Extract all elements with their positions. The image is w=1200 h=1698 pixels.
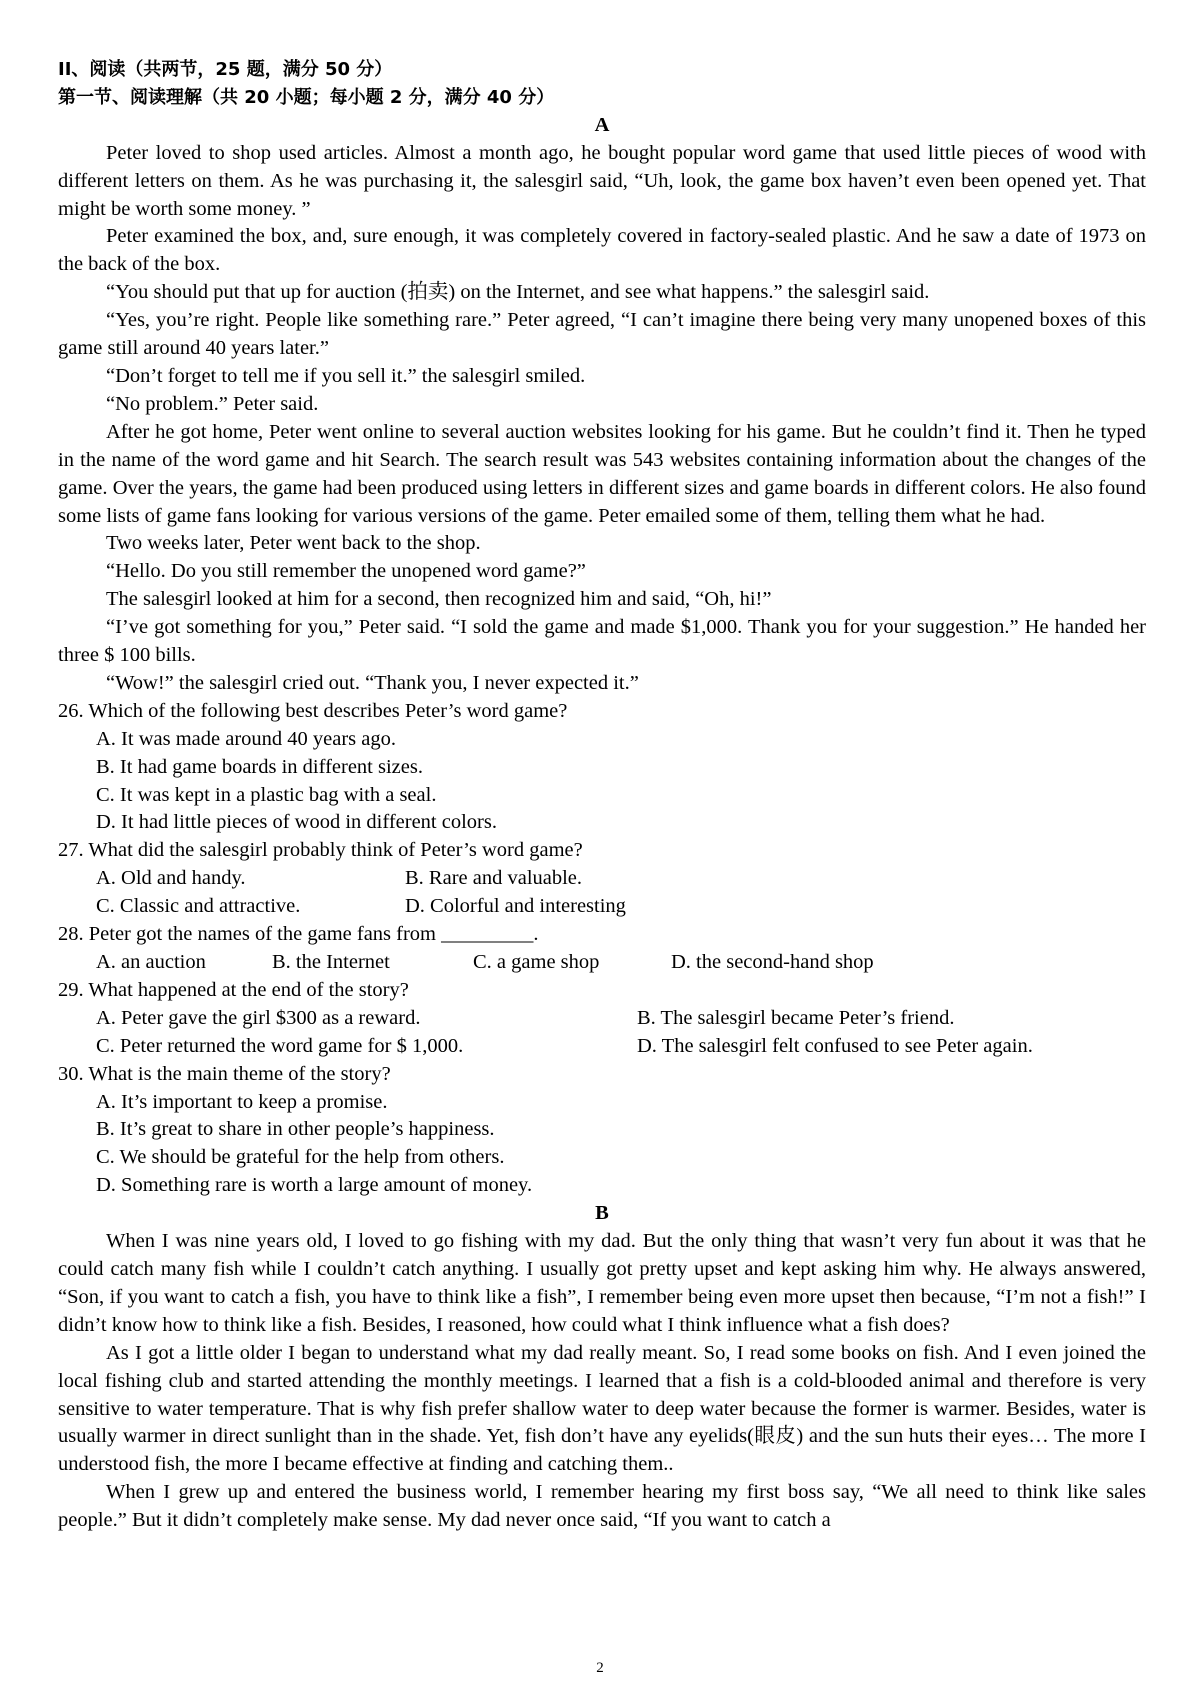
question-29-options-row xyxy=(58,1033,1146,1061)
passage-a-paragraph: Two weeks later, Peter went back to the shop. xyxy=(106,532,481,555)
question-29-option-b: B. The salesgirl became Peter’s friend. xyxy=(637,1006,955,1029)
question-26-option-b: B. It had game boards in different sizes. xyxy=(96,755,423,778)
question-26-option-d: D. It had little pieces of wood in different colors. xyxy=(96,811,497,834)
subsection-heading: 第一节、阅读理解（共 20 小题；每小题 2 分，满分 40 分） xyxy=(58,86,555,108)
question-29-option-d: D. The salesgirl felt confused to see Peter again. xyxy=(637,1034,1033,1057)
question-30-stem: 30. What is the main theme of the story? xyxy=(58,1062,391,1085)
question-28-stem: 28. Peter got the names of the game fans from _________. xyxy=(58,923,539,946)
passage-a-paragraph: After he got home, Peter went online to several auction websites looking for his game. But he couldn’t find it. Then he typed in the name of the word game and hit Search. The search result was 543 websites containing information about the changes of the game. Over the years, the game had been produced using letters in different sizes and game boards in different colors. He also found some lists of game fans looking for various versions of the game. Peter emailed some of them, telling them what he had. xyxy=(58,420,1146,527)
question-28-option-b: B. the Internet xyxy=(272,951,390,973)
passage-a-paragraph: Peter examined the box, and, sure enough, it was completely covered in factory-sealed plastic. And he saw a date of 1973 on the back of the box. xyxy=(58,225,1146,276)
question-28-option-a: A. an auction xyxy=(96,951,206,973)
question-26-option-c: C. It was kept in a plastic bag with a seal. xyxy=(96,783,437,806)
question-27-options-row xyxy=(58,865,1146,893)
question-30-option-a: A. It’s important to keep a promise. xyxy=(96,1090,388,1113)
question-27-options-row xyxy=(58,893,1146,921)
question-26-stem: 26. Which of the following best describes Peter’s word game? xyxy=(58,699,568,722)
page-number: 2 xyxy=(596,1660,604,1676)
section-heading: II、阅读（共两节，25 题，满分 50 分） xyxy=(58,59,393,80)
passage-a-paragraph: “Yes, you’re right. People like something rare.” Peter agreed, “I can’t imagine there being very many unopened boxes of this game still around 40 years later.” xyxy=(58,309,1146,360)
question-27-option-d: D. Colorful and interesting xyxy=(405,895,626,918)
passage-b-label: B xyxy=(595,1202,609,1225)
passage-a-paragraph: “No problem.” Peter said. xyxy=(106,392,319,415)
question-28-options-row xyxy=(58,949,1146,977)
question-27-option-b: B. Rare and valuable. xyxy=(405,867,583,890)
question-30-option-b: B. It’s great to share in other people’s happiness. xyxy=(96,1118,495,1141)
question-30-option-c: C. We should be grateful for the help from others. xyxy=(96,1146,505,1169)
question-29-option-c: C. Peter returned the word game for $ 1,000. xyxy=(96,1034,464,1057)
question-27-option-c: C. Classic and attractive. xyxy=(96,895,301,918)
question-29-options-row xyxy=(58,1005,1146,1033)
passage-a-paragraph: Peter loved to shop used articles. Almost a month ago, he bought popular word game that used little pieces of wood with different letters on them. As he was purchasing it, the salesgirl said, “Uh, look, the game box haven’t even been opened yet. That might be worth some money. ” xyxy=(58,141,1146,220)
passage-a-paragraph: “Don’t forget to tell me if you sell it.” the salesgirl smiled. xyxy=(106,364,586,387)
question-28-option-c: C. a game shop xyxy=(473,951,600,973)
passage-b-paragraph: As I got a little older I began to understand what my dad really meant. So, I read some books on fish. And I even joined the local fishing club and started attending the monthly meetings. I learned that a fish is a cold-blooded animal and therefore is very sensitive to water temperature. That is why fish prefer shallow water to deep water because the former is warmer. Besides, water is usually warmer in direct sunlight than in the shade. Yet, fish don’t have any eyelids(眼皮) and the sun huts their eyes… The more I understood fish, the more I became effective at finding and catching them.. xyxy=(58,1341,1146,1476)
question-29-option-a: A. Peter gave the girl $300 as a reward. xyxy=(96,1006,421,1029)
exam-page xyxy=(58,56,1146,1535)
question-27-option-a: A. Old and handy. xyxy=(96,867,246,890)
question-29-stem: 29. What happened at the end of the story? xyxy=(58,978,409,1001)
passage-a-paragraph: “I’ve got something for you,” Peter said. “I sold the game and made $1,000. Thank you for your suggestion.” He handed her three $ 100 bills. xyxy=(58,616,1146,667)
question-27-stem: 27. What did the salesgirl probably think of Peter’s word game? xyxy=(58,839,583,862)
question-28-option-d: D. the second-hand shop xyxy=(671,951,874,973)
passage-a-paragraph: “You should put that up for auction (拍卖) on the Internet, and see what happens.” the salesgirl said. xyxy=(106,281,930,304)
passage-a-paragraph: “Hello. Do you still remember the unopened word game?” xyxy=(106,560,586,583)
passage-a-paragraph: The salesgirl looked at him for a second, then recognized him and said, “Oh, hi!” xyxy=(106,588,772,611)
passage-a-paragraph: “Wow!” the salesgirl cried out. “Thank you, I never expected it.” xyxy=(106,671,639,694)
question-26-option-a: A. It was made around 40 years ago. xyxy=(96,727,397,750)
passage-a-label: A xyxy=(594,113,610,136)
passage-b-paragraph: When I grew up and entered the business world, I remember hearing my first boss say, “We all need to think like sales people.” But it didn’t completely make sense. My dad never once said, “If you want to catch a xyxy=(58,1481,1146,1532)
passage-b-paragraph: When I was nine years old, I loved to go fishing with my dad. But the only thing that wasn’t very fun about it was that he could catch many fish while I couldn’t catch anything. I usually got pretty upset and kept asking him why. He always answered, “Son, if you want to catch a fish, you have to think like a fish”, I remember being even more upset then because, “I’m not a fish!” I didn’t know how to think like a fish. Besides, I reasoned, how could what I think influence what a fish does? xyxy=(58,1230,1146,1336)
question-30-option-d: D. Something rare is worth a large amount of money. xyxy=(96,1174,533,1197)
